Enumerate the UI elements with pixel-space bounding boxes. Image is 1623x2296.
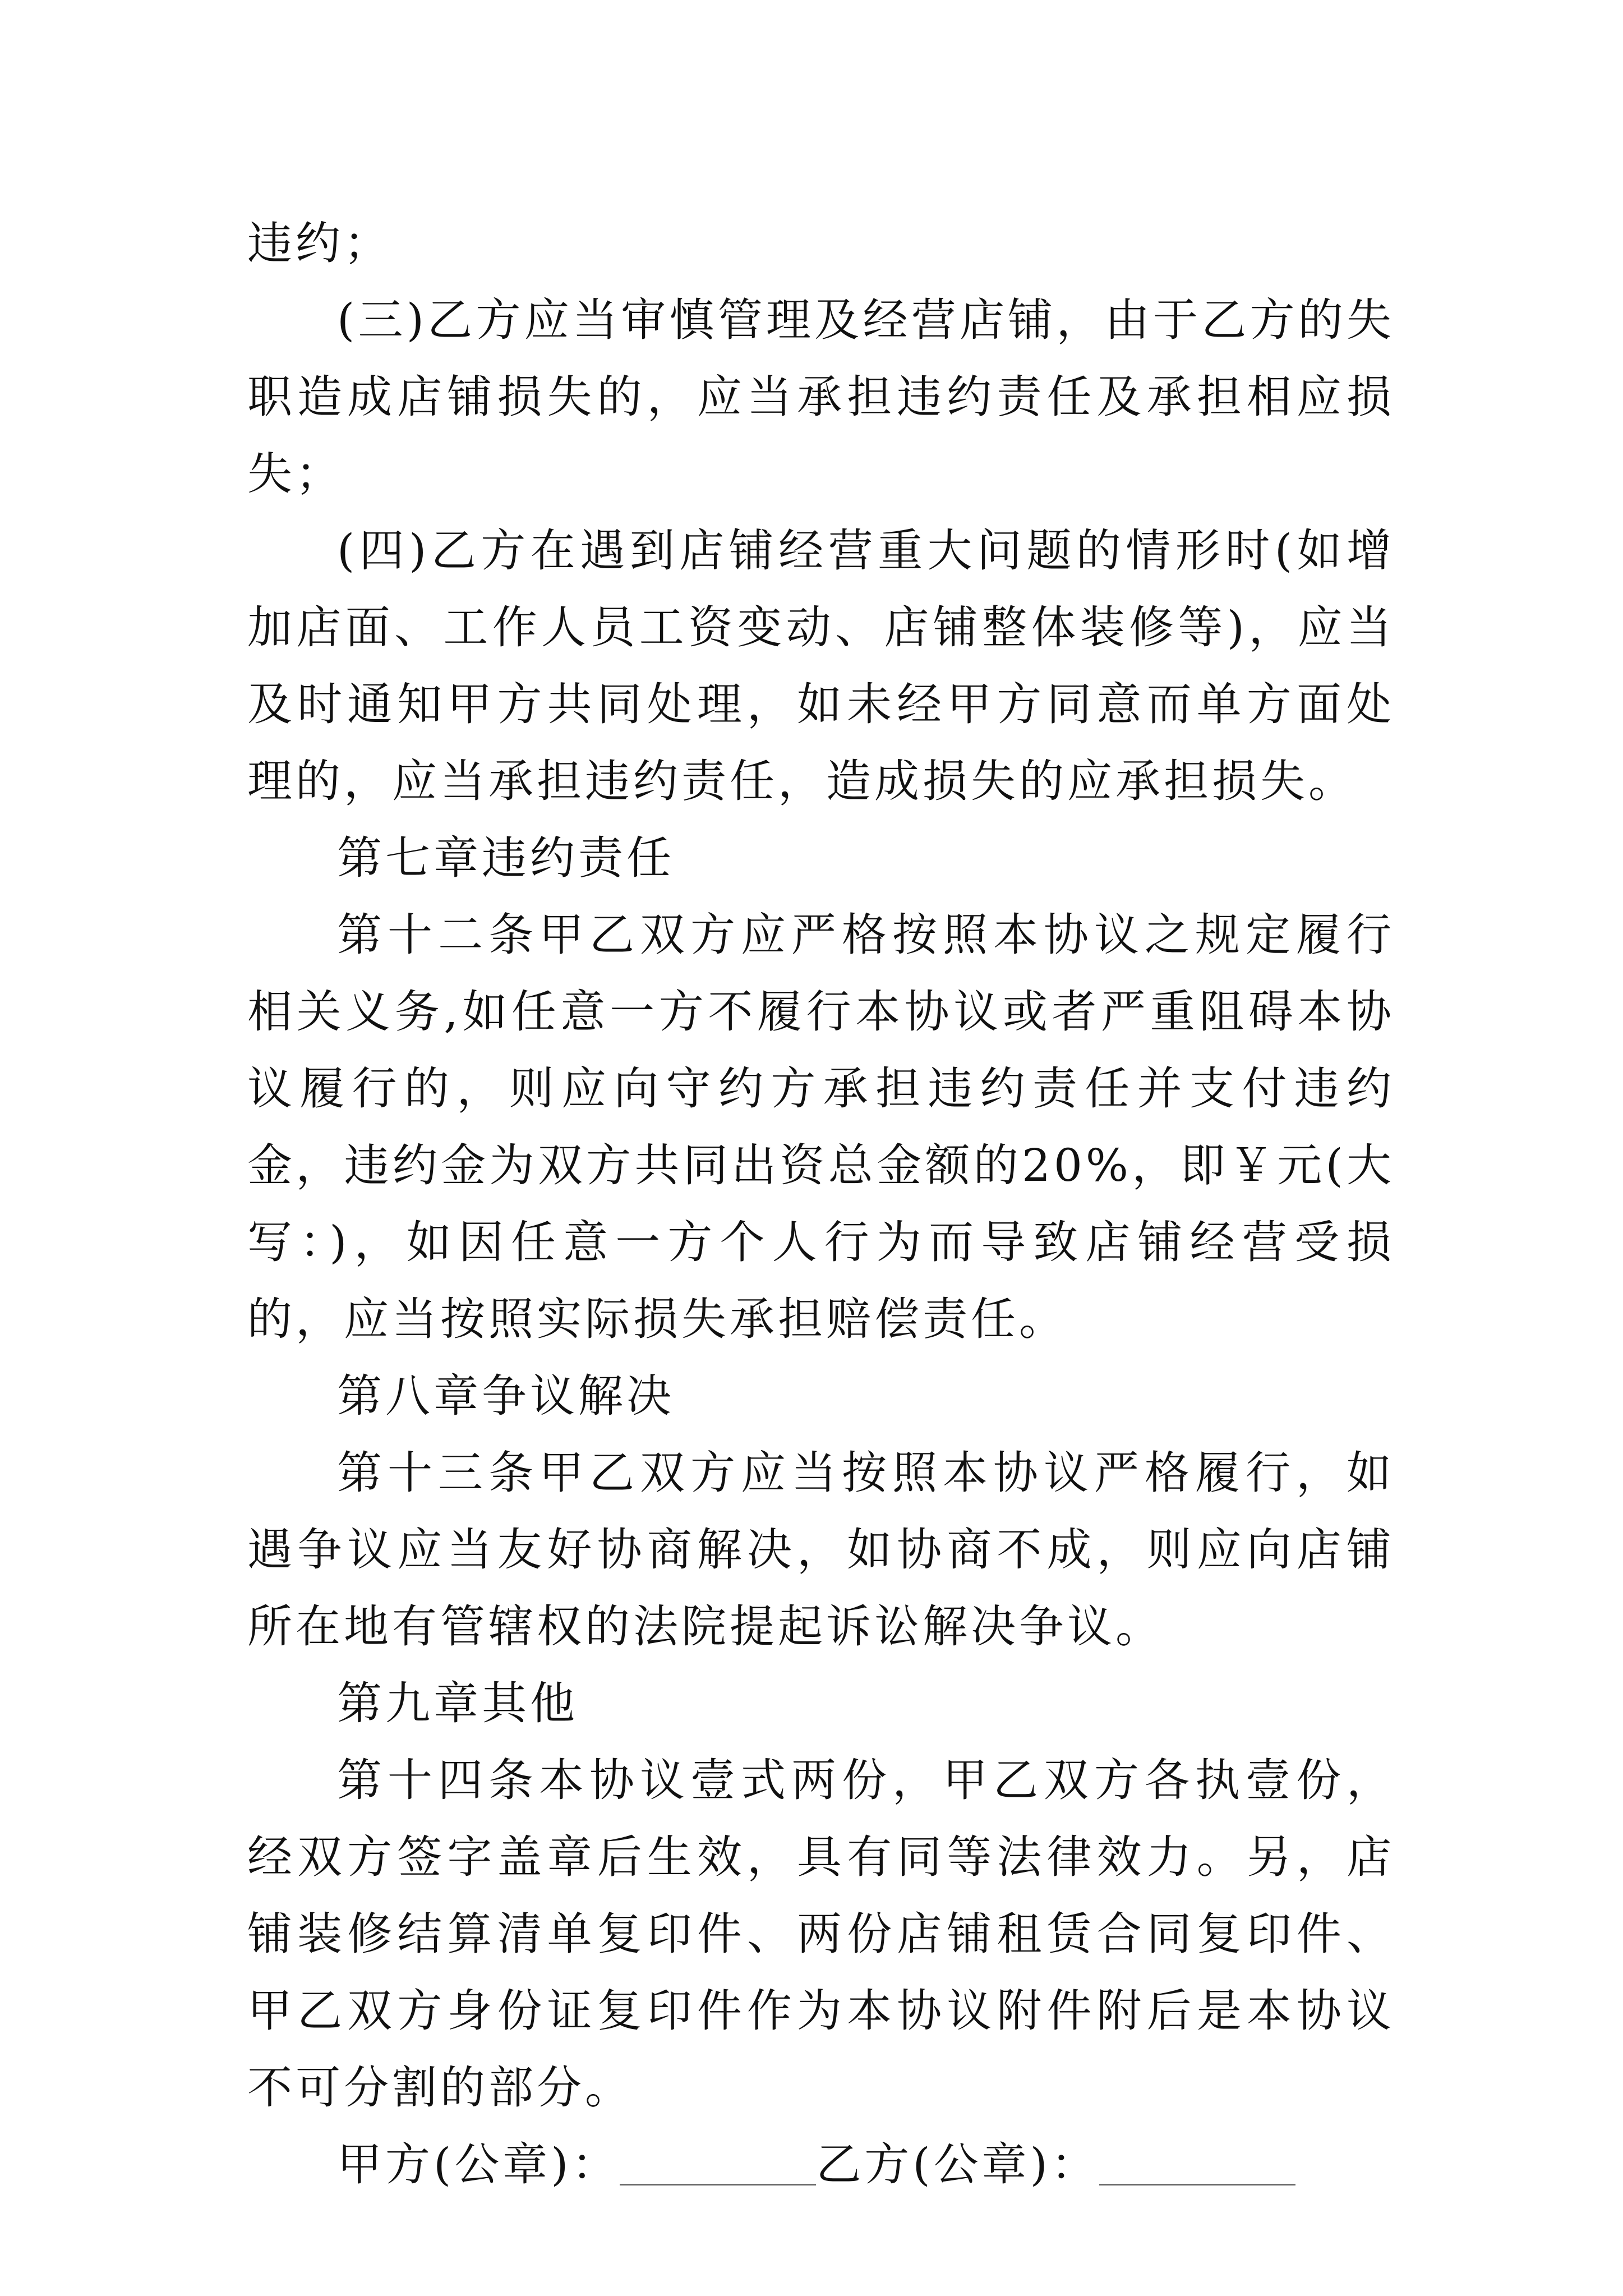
chapter-7-heading: 第七章违约责任 (337, 832, 675, 884)
article-13: 第十三条甲乙双方应当按照本协议严格履行，如遇争议应当友好协商解决，如协商不成，则应向店铺所在地有管辖权的法院提起诉讼解决争议。 (247, 1447, 1395, 1653)
party-b-seal-label: 乙方(公章)： (816, 2138, 1099, 2191)
article-12: 第十二条甲乙双方应严格按照本协议之规定履行相关义务,如任意一方不履行本协议或者严重阻碍本协议履行的，则应向守约方承担违约责任并支付违约金，违约金为双方共同出资总金额的20%，即￥元(大写：)，如因任意一方个人行为而导致店铺经营受损的，应当按照实际损失承担赔偿责任。 (247, 909, 1395, 1345)
paragraph-item-4: (四)乙方在遇到店铺经营重大问题的情形时(如增加店面、工作人员工资变动、店铺整体装修等)，应当及时通知甲方共同处理，如未经甲方同意而单方面处理的，应当承担违约责任，造成损失的应承担损失。 (247, 524, 1395, 807)
party-a-seal-label: 甲方(公章)： (337, 2138, 620, 2191)
signature-row (247, 2126, 1395, 2203)
document-body (247, 205, 1395, 2203)
paragraph-item-3: (三)乙方应当审慎管理及经营店铺，由于乙方的失职造成店铺损失的，应当承担违约责任及承担相应损失； (247, 294, 1395, 500)
party-a-signature-line (620, 2145, 816, 2185)
article-14: 第十四条本协议壹式两份，甲乙双方各执壹份，经双方签字盖章后生效，具有同等法律效力。另，店铺装修结算清单复印件、两份店铺租赁合同复印件、甲乙双方身份证复印件作为本协议附件附后是本协议不可分割的部分。 (247, 1754, 1395, 2114)
party-b-signature-line (1099, 2145, 1295, 2185)
paragraph-continuation: 违约； (247, 217, 392, 269)
chapter-8-heading: 第八章争议解决 (337, 1370, 675, 1422)
chapter-9-heading: 第九章其他 (337, 1677, 578, 1729)
